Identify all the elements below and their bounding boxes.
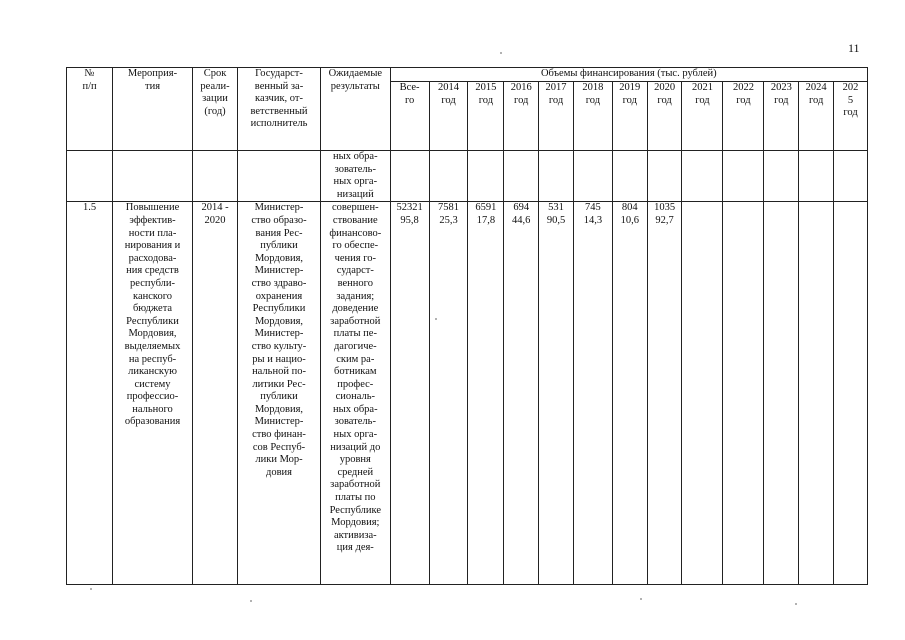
cont-value-cell: [612, 151, 647, 202]
scan-speck: [90, 588, 92, 590]
scan-speck: [795, 603, 797, 605]
header-year-2016: 2016 год: [504, 82, 539, 151]
header-year-2020: 2020 год: [647, 82, 682, 151]
row-measure: Повышение эффектив- ности пла- нирования и расходова- ния средств республи- канского бюджета Республики Мордовия, выделяемых на респуб- ликанскую систему профессио- нального образования: [113, 202, 193, 585]
value-2017: 531 90,5: [539, 202, 574, 585]
header-year-2015: 2015 год: [468, 82, 504, 151]
value-2020: 1035 92,7: [647, 202, 682, 585]
value-total: 52321 95,8: [390, 202, 429, 585]
value-2023: [764, 202, 799, 585]
cont-value-cell: [504, 151, 539, 202]
cont-term-cell: [192, 151, 237, 202]
header-year-2017: 2017 год: [539, 82, 574, 151]
value-2024: [799, 202, 834, 585]
value-2014: 7581 25,3: [429, 202, 468, 585]
header-year-2018: 2018 год: [573, 82, 612, 151]
row-expected: совершен- ствование финансово- го обеспе- чения го- сударст- венного задания; доведение заработной платы пе- дагогиче- ским ра- ботникам профес- сиональ- ных обра- зователь- ных орга- низаций до уровня средней заработной платы по Республике Мордовия; активиза- ция дея-: [320, 202, 390, 585]
table-row: [67, 202, 868, 585]
value-2025: [834, 202, 868, 585]
scan-speck: [435, 318, 437, 320]
cont-customer-cell: [238, 151, 321, 202]
cont-value-cell: [429, 151, 468, 202]
value-2015: 6591 17,8: [468, 202, 504, 585]
cont-expected-cell: ных обра- зователь- ных орга- низаций: [320, 151, 390, 202]
header-customer: Государст- венный за- казчик, от- ветственный исполнитель: [238, 68, 321, 151]
header-financing: Объемы финансирования (тыс. рублей): [390, 68, 867, 82]
continuation-row: [67, 151, 868, 202]
cont-value-cell: [539, 151, 574, 202]
scan-speck: [500, 52, 502, 54]
header-term: Срок реали- зации (год): [192, 68, 237, 151]
header-year-2025: 202 5 год: [834, 82, 868, 151]
value-2021: [682, 202, 723, 585]
financing-table: [66, 67, 868, 585]
scan-speck: [250, 600, 252, 602]
value-2019: 804 10,6: [612, 202, 647, 585]
cont-value-cell: [764, 151, 799, 202]
header-year-2024: 2024 год: [799, 82, 834, 151]
cont-value-cell: [647, 151, 682, 202]
header-year-2022: 2022 год: [723, 82, 764, 151]
cont-value-cell: [468, 151, 504, 202]
value-2018: 745 14,3: [573, 202, 612, 585]
header-year-2014: 2014 год: [429, 82, 468, 151]
page-number: 11: [848, 41, 860, 55]
cont-value-cell: [573, 151, 612, 202]
cont-measure-cell: [113, 151, 193, 202]
value-2022: [723, 202, 764, 585]
scan-speck: [640, 598, 642, 600]
value-2016: 694 44,6: [504, 202, 539, 585]
cont-value-cell: [390, 151, 429, 202]
header-expected: Ожидаемые результаты: [320, 68, 390, 151]
header-year-2021: 2021 год: [682, 82, 723, 151]
header-year-2019: 2019 год: [612, 82, 647, 151]
cont-num-cell: [67, 151, 113, 202]
header-year-total: Все- го: [390, 82, 429, 151]
header-measures: Мероприя- тия: [113, 68, 193, 151]
cont-value-cell: [682, 151, 723, 202]
header-year-2023: 2023 год: [764, 82, 799, 151]
cont-value-cell: [799, 151, 834, 202]
header-num: № п/п: [67, 68, 113, 151]
cont-value-cell: [834, 151, 868, 202]
row-term: 2014 - 2020: [192, 202, 237, 585]
row-num: 1.5: [67, 202, 113, 585]
row-customer: Министер- ство образо- вания Рес- публики Мордовия, Министер- ство здраво- охранения Республики Мордовия, Министер- ство культу- ры и нацио- нальной по- литики Рес- публики Мордовия, Министер- ство финан- сов Респуб- лики Мор- довия: [238, 202, 321, 585]
cont-value-cell: [723, 151, 764, 202]
